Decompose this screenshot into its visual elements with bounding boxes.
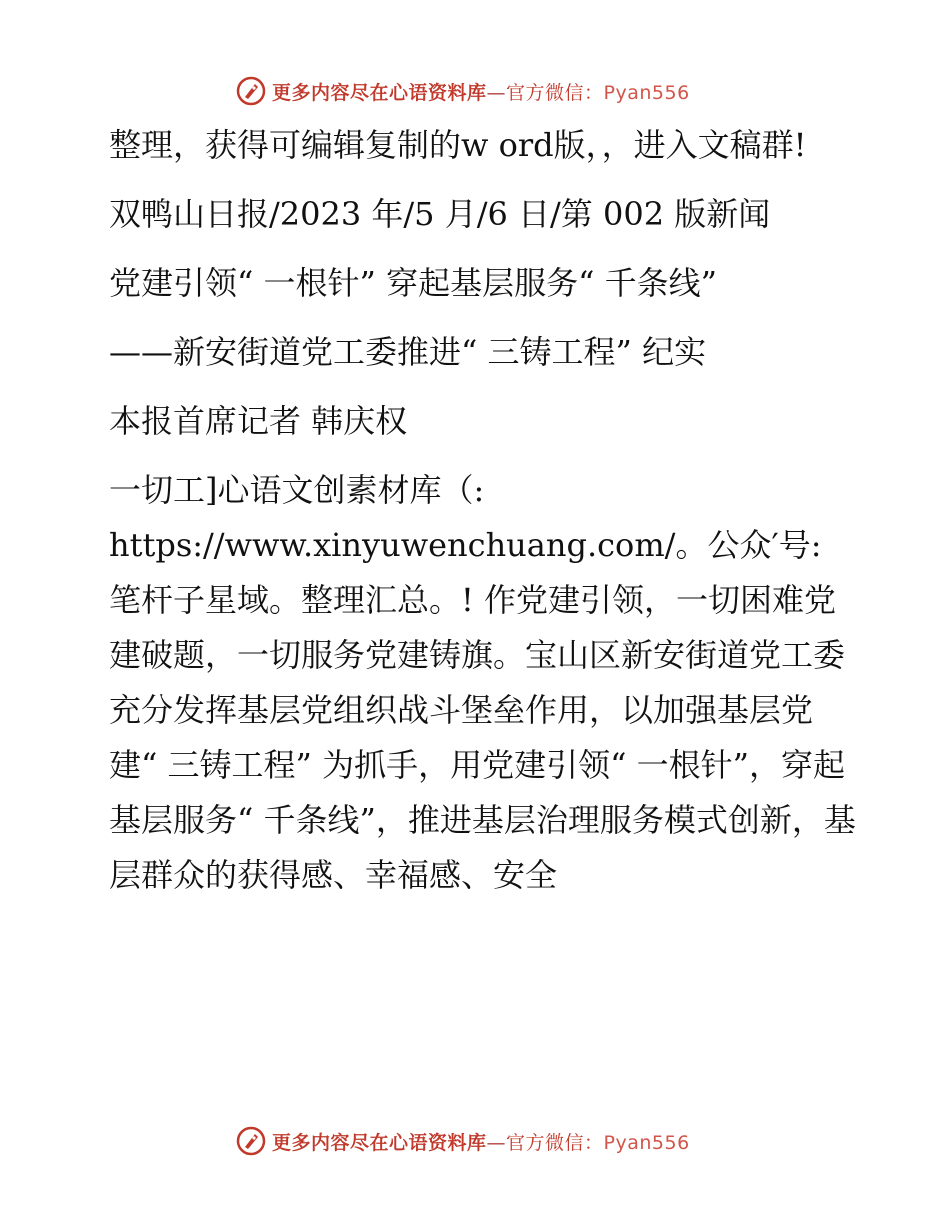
footer-watermark-banner	[236, 1124, 690, 1158]
article-title: 党建引领“ 一根针” 穿起基层服务“ 千条线”	[109, 264, 717, 302]
pen-nib-logo-icon	[236, 1126, 266, 1156]
banner-wechat-id: Pyan556	[603, 81, 690, 104]
document-body	[97, 118, 857, 903]
banner-separator: —	[486, 1131, 507, 1154]
banner-main-text: 更多内容尽在心语资料库	[272, 1131, 487, 1154]
banner-sub-text: 官方微信：	[506, 1131, 604, 1154]
byline: 本报首席记者 韩庆权	[109, 402, 408, 440]
source-line: 双鸭山日报/2023 年/5 月/6 日/第 002 版新闻	[109, 195, 771, 233]
intro-paragraph: 整理，获得可编辑复制的w ord版，，进入文稿群!	[109, 126, 807, 164]
banner-sub-text: 官方微信：	[506, 81, 604, 104]
header-watermark-banner	[236, 74, 690, 108]
pen-nib-logo-icon	[236, 76, 266, 106]
banner-main-text: 更多内容尽在心语资料库	[272, 81, 487, 104]
body-paragraph: 一切工]心语文创素材库（: https://www.xinyuwenchuang.com/。公众′号: 笔杆子星域。整理汇总。! 作党建引领，一切困难党建破题，一切服务党建铸旗。宝山区新安街道党工委充分发挥基层党组织战斗堡垒作用，以加强基层党建“ 三铸工程” 为抓手，用党建引领“ 一根针”，穿起基层服务“ 千条线”，推进基层治理服务模式创新，基层群众的获得感、幸福感、安全	[109, 471, 856, 894]
article-subtitle: ——新安街道党工委推进“ 三铸工程” 纪实	[109, 333, 707, 371]
banner-wechat-id: Pyan556	[603, 1131, 690, 1154]
banner-separator: —	[486, 81, 507, 104]
